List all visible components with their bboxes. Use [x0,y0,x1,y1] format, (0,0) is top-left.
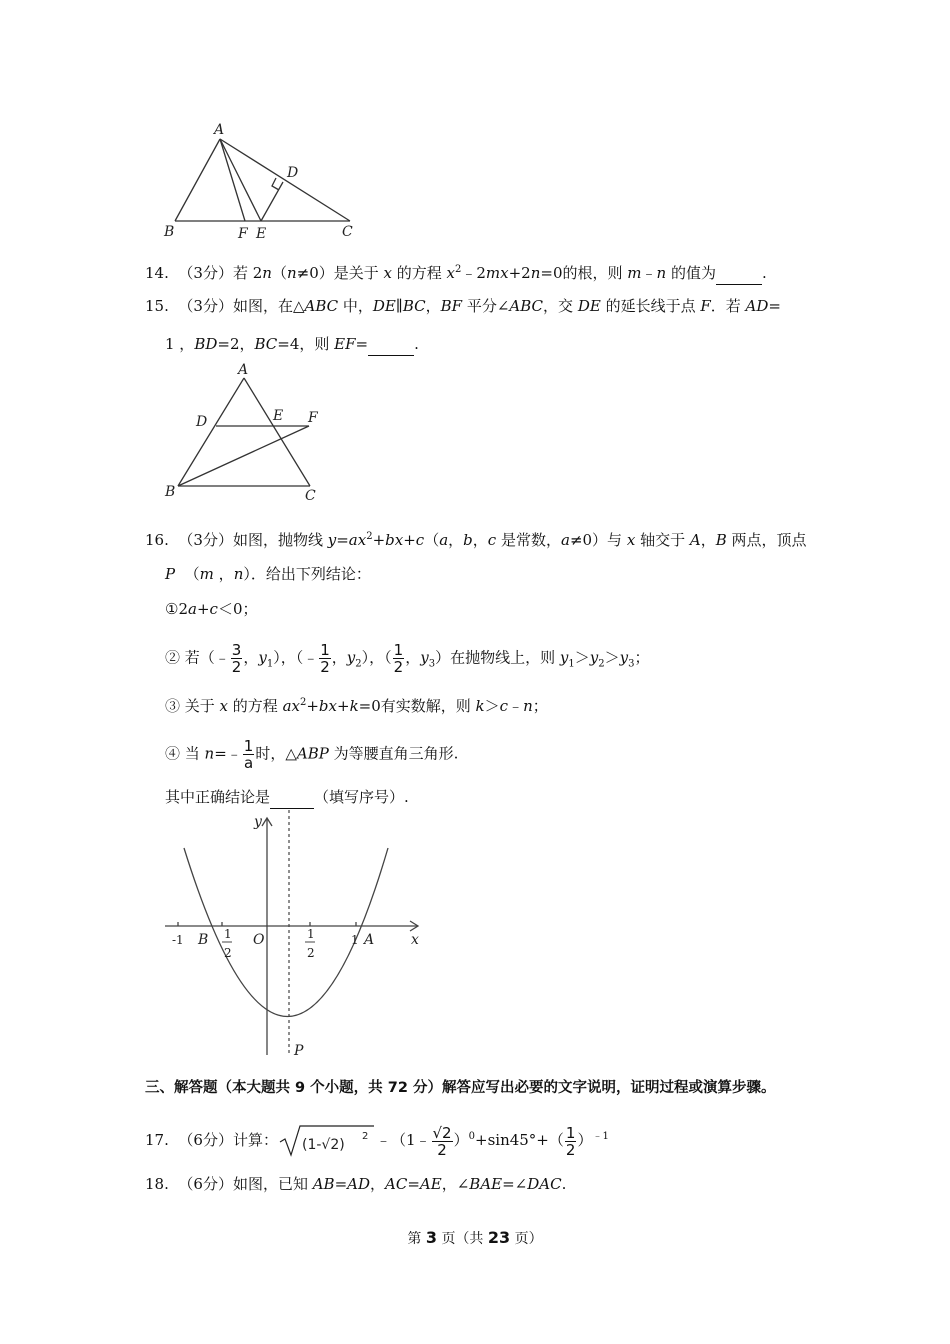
figure-triangle-2 [160,360,335,508]
question-15-line1: 15. （3分）如图，在△ABC 中，DE∥BC，BF 平分∠ABC，交 DE 的延长线于点 F．若 AD= [145,297,781,315]
conclusion-3: ③ 关于 x 的方程 $ax^2+bx+k=0$有实数解，则 k＞c﹣n； [165,697,548,715]
label-C2: C [305,488,316,504]
label-A: A [214,122,225,138]
sqrt-expression [278,1124,376,1158]
question-17: 17. （6分）计算： (1-√2) 2 ﹣（1﹣ $\frac{√2}{2}$ ）$^0$+sin45°+（ $\frac{1}{2}$ ）$^{﹣1}$ [145,1123,609,1159]
tick-1: 1 [351,933,359,947]
fraction: $\frac{3}{2}$ [231,641,242,676]
label-B: B [164,224,175,240]
origin-label: O [253,932,265,948]
svg-text:(1-√2): (1-√2) [301,1137,345,1153]
answer-blank-15[interactable] [368,333,414,356]
conclusion-4: ④ 当 n=﹣ $\frac{1}{a}$ 时，△ABP 为等腰直角三角形. [165,737,459,772]
point-A-label: A [364,932,375,948]
fraction: $\frac{1}{2}$ [393,641,404,676]
fraction: $\frac{1}{2}$ [565,1123,576,1159]
conclusion-2: ② 若（﹣ $\frac{3}{2}$ ，$y_1$），（﹣ $\frac{1}{2}$ ，$y_2$），（ $\frac{1}{2}$ ，$y_3$）在抛物线上，则 $y_1>y_2>y_3$； [165,641,650,676]
question-16-line1: 16. （3分）如图，抛物线 $y=ax^2+bx+c(a$，b，c 是常数，a≠0）与 x 轴交于 A，B 两点，顶点 [145,531,807,549]
label-D2: D [196,414,208,430]
label-E2: E [273,408,284,424]
figure-triangle-1 [160,118,370,243]
parabola-graph [160,810,430,1065]
label-E: E [256,226,267,242]
label-D: D [287,165,299,181]
label-A2: A [238,362,249,378]
tick-minus-1: -1 [172,933,184,947]
question-16-line2: P （m ，n）．给出下列结论： [165,565,371,583]
axis-x-label: x [411,932,419,948]
answer-blank-16[interactable] [270,786,314,809]
label-F2: F [308,410,318,426]
page-footer: 第 3 页（共 23 页） [407,1228,543,1247]
tick-neg-half-num: 1 [224,927,232,941]
answer-blank-14[interactable] [716,262,762,285]
axis-y-label: y [254,814,262,830]
label-B2: B [165,484,176,500]
section-3-heading: 三、解答题（本大题共 9 个小题，共 72 分）解答应写出必要的文字说明，证明过程或演算步骤。 [145,1080,776,1096]
question-16-prompt: 其中正确结论是 （填写序号）. [165,786,409,809]
label-F: F [238,226,248,242]
question-14: 14. （3分）若 2n（n≠0）是关于 x 的方程 $x^2﹣2mx+2n=0$的根，则 m﹣n 的值为 . [145,259,767,285]
label-C: C [342,224,353,240]
question-15-line2: 1 ，BD=2，BC=4，则 EF= . [165,333,419,356]
sqrt-radical-sign [278,1124,376,1158]
conclusion-1: ①2a+c＜0； [165,600,258,618]
point-P-label: P [294,1043,304,1059]
question-18: 18. （6分）如图，已知 AB=AD，AC=AE，∠BAE=∠DAC. [145,1175,567,1193]
tick-half-num: 1 [307,927,315,941]
point-B-label: B [198,932,209,948]
fraction: $\frac{1}{a}$ [243,737,254,772]
tick-neg-half-den: 2 [224,946,232,960]
fraction: $\frac{√2}{2}$ [432,1123,452,1159]
fraction: $\frac{1}{2}$ [320,641,330,676]
svg-text:2: 2 [361,1131,369,1142]
tick-half-den: 2 [307,946,315,960]
